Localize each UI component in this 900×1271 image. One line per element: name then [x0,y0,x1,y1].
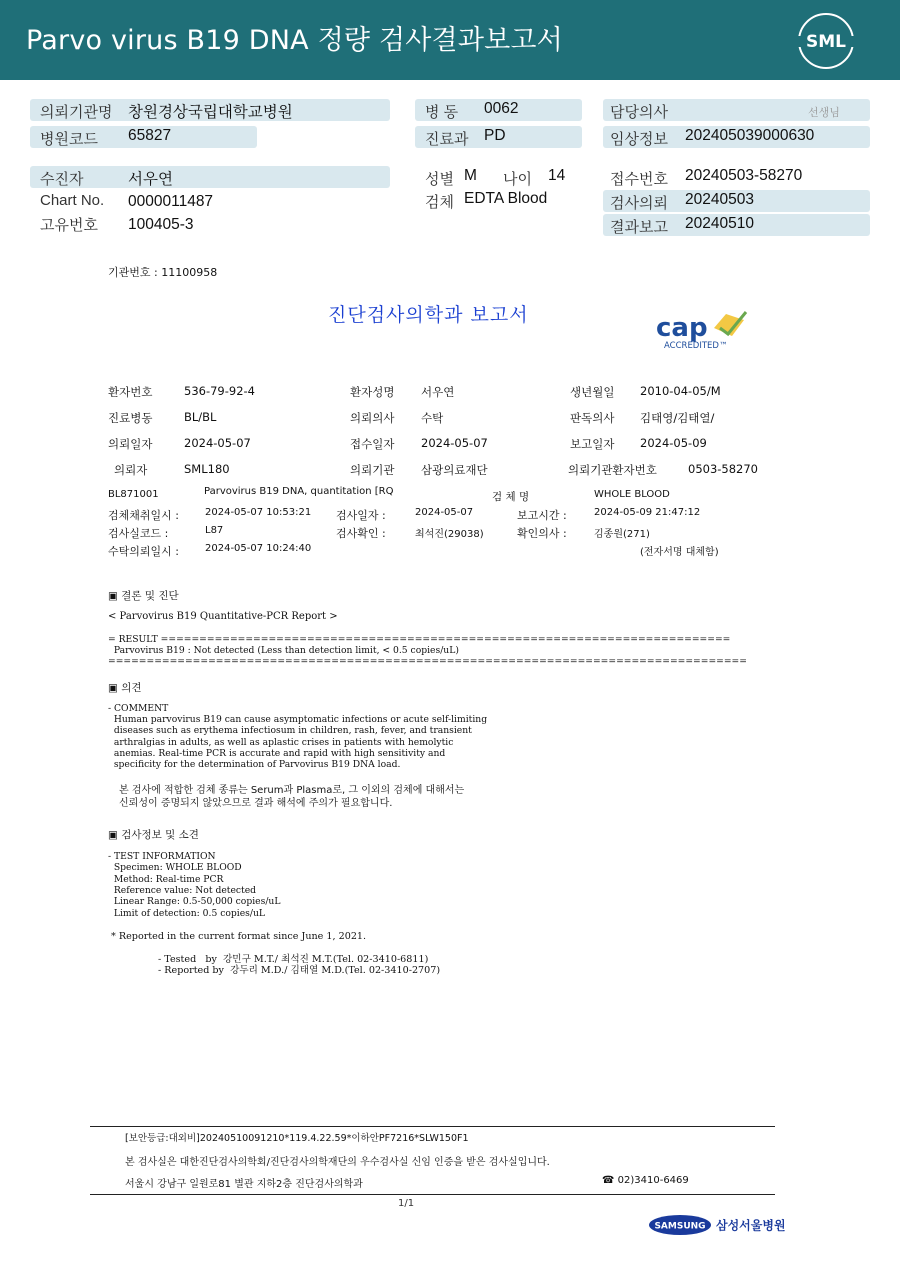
info-line-5: Linear Range: 0.5-50,000 copies/uL [108,896,281,908]
specimen-value: EDTA Blood [464,190,548,207]
page-number: 1/1 [398,1198,415,1209]
birth-value: 2010-04-05/M [640,384,721,398]
phone-line: ☎ 02)3410-6469 [602,1175,689,1186]
lab-code-label: 검사실코드 : [108,527,169,540]
opinion-heading: ▣ 의견 [108,682,142,694]
receipt-value: 20240503-58270 [685,167,803,184]
patient-no-value: 536-79-92-4 [184,384,255,398]
samsung-hospital-name: 삼성서울병원 [716,1218,786,1233]
requester-label: 의뢰자 [114,463,148,477]
hospital-code-label: 병원코드 [40,131,98,148]
info-line-4: Reference value: Not detected [108,884,257,896]
reading-doctor-label: 판독의사 [570,411,615,425]
comment-line-4: anemias. Real-time PCR is accurate and rapid with high sensitivity and [108,747,446,759]
clinical-value: 202405039000630 [685,127,815,144]
footer-divider-top [90,1126,775,1127]
comment-line-2: diseases such as erythema infectiosum in children, rash, fever, and transient [108,725,472,737]
result-rule-top: = RESULT ========================================================================== [108,634,731,645]
lab-code-value: L87 [205,525,224,536]
report-date-value: 2024-05-09 [640,436,707,450]
org-patient-no-label: 의뢰기관환자번호 [568,463,657,477]
ward-row-label: 진료병동 [108,411,153,425]
info-line-3: Method: Real-time PCR [108,873,224,885]
req-date-value: 2024-05-07 [184,436,251,450]
conclusion-heading: ▣ 결론 및 진단 [108,590,179,602]
tested-by: - Tested by 강민구 M.T./ 최석진 M.T.(Tel. 02-3410-6811) [158,954,429,965]
e-signature-note: (전자서명 대체함) [640,547,719,558]
test-date-label: 검사일자 : [336,509,386,522]
test-confirm-value: 최석진(29038) [415,529,484,540]
report-title: Parvo virus B19 DNA 정량 검사결과보고서 [26,25,563,56]
req-date-label: 의뢰일자 [108,437,153,451]
requester-value: SML180 [184,462,230,476]
ward-value: 0062 [484,100,519,117]
test-code: BL871001 [108,489,159,500]
comment-line-1: Human parvovirus B19 can cause asymptomatic infections or acute self-limiting [108,714,488,725]
confirm-doctor-label: 확인의사 : [517,527,567,540]
sex-label: 성별 [425,171,454,188]
unique-value: 100405-3 [128,216,194,233]
address-line: 서울시 강남구 일원로81 별관 지하2층 진단검사의학과 [125,1179,363,1190]
clinical-label: 임상정보 [610,131,668,148]
test-name: Parvovirus B19 DNA, quantitation [RQ [204,486,394,497]
unique-label: 고유번호 [40,217,98,234]
req-org-label: 의뢰기관 [350,463,395,477]
req-doctor-value: 수탁 [421,411,444,425]
reported-note: * Reported in the current format since June 1, 2021. [108,931,367,942]
sml-logo-icon [797,12,855,70]
consign-time-value: 2024-05-07 10:24:40 [205,543,312,554]
samsung-badge-text: SAMSUNG [654,1221,706,1232]
comment-line-5: specificity for the determination of Parvovirus B19 DNA load. [108,759,401,771]
specimen-label: 검체 [425,194,454,211]
comment-korean-2: 신뢰성이 증명되지 않았으므로 결과 해석에 주의가 필요합니다. [119,798,393,809]
institution-label: 의뢰기관명 [40,104,113,121]
patient-name-label: 환자성명 [350,385,395,399]
req-org-value: 삼광의료재단 [421,463,488,477]
confirm-doctor-value: 김종원(271) [594,529,650,540]
test-confirm-label: 검사확인 : [336,527,386,540]
samsung-hospital-logo [648,1213,786,1237]
receipt-date-value: 2024-05-07 [421,436,488,450]
reported-by: - Reported by 강두리 M.D./ 김태열 M.D.(Tel. 02-3410-2707) [158,965,441,976]
info-line-2: Specimen: WHOLE BLOOD [108,862,242,874]
request-label: 검사의뢰 [610,195,668,212]
req-doctor-label: 의뢰의사 [350,411,395,425]
receipt-date-label: 접수일자 [350,437,395,451]
comment-korean-1: 본 검사에 적합한 검체 종류는 Serum과 Plasma로, 그 이외의 검체에 대해서는 [119,785,465,796]
result-date-label: 결과보고 [610,219,668,236]
org-patient-no-value: 0503-58270 [688,462,758,476]
collect-time-value: 2024-05-07 10:53:21 [205,507,312,518]
info-line-1: - TEST INFORMATION [108,851,216,862]
report-subtitle: < Parvovirus B19 Quantitative-PCR Report > [108,611,338,622]
lab-report-title: 진단검사의학과 보고서 [328,304,529,326]
collect-time-label: 검체채취일시 : [108,509,179,522]
report-date-label: 보고일자 [570,437,615,451]
chart-value: 0000011487 [128,193,214,210]
doctor-label: 담당의사 [610,104,668,121]
result-line: Parvovirus B19 : Not detected (Less than detection limit, < 0.5 copies/uL) [108,645,459,656]
sml-logo-text: SML [806,32,846,52]
ward-label: 병 동 [425,104,459,121]
consign-time-label: 수탁의뢰일시 : [108,545,179,558]
result-rule-bottom: =================================================================================== [108,656,747,667]
doctor-value: 선생님 [808,107,840,119]
test-date-value: 2024-05-07 [415,507,474,518]
ward-row-value: BL/BL [184,410,217,424]
cap-logo-text: cap [656,313,708,343]
request-value: 20240503 [685,191,754,208]
birth-label: 생년월일 [570,385,615,399]
comment-head: - COMMENT [108,703,169,714]
patient-value: 서우연 [128,171,173,188]
dept-label: 진료과 [425,131,469,148]
footer-divider-bottom [90,1194,775,1195]
patient-name-value: 서우연 [421,385,455,399]
report-time-label: 보고시간 : [517,509,567,522]
patient-bar [30,166,390,188]
certification-line: 본 검사실은 대한진단검사의학회/진단검사의학재단의 우수검사실 신임 인증을 받은 검사실입니다. [125,1157,550,1168]
age-label: 나이 [503,171,532,188]
org-number: 기관번호 : 11100958 [108,266,218,279]
chart-label: Chart No. [40,192,105,209]
reading-doctor-value: 김태영/김태열/ [640,411,715,425]
report-time-value: 2024-05-09 21:47:12 [594,507,701,518]
result-date-value: 20240510 [685,215,754,232]
patient-no-label: 환자번호 [108,385,153,399]
specimen-name-value: WHOLE BLOOD [594,489,670,500]
comment-line-3: arthralgias in adults, as well as aplastic crises in patients with hemolytic [108,736,454,748]
report-header [0,0,900,80]
dept-value: PD [484,127,506,144]
age-value: 14 [548,167,566,184]
hospital-code-value: 65827 [128,127,172,144]
cap-logo-subtext: ACCREDITED™ [664,341,728,351]
specimen-name-label: 검 체 명 [492,491,530,503]
institution-value: 창원경상국립대학교병원 [128,104,293,121]
patient-label: 수진자 [40,171,84,188]
sex-value: M [464,167,477,184]
samsung-logo-icon [648,1213,786,1237]
receipt-label: 접수번호 [610,171,668,188]
cap-accredited-logo-icon [652,306,756,352]
test-info-heading: ▣ 검사정보 및 소견 [108,829,199,841]
info-line-6: Limit of detection: 0.5 copies/uL [108,907,265,919]
security-line: [보안등급:대외비]20240510091210*119.4.22.59*이하안PF7216*SLW150F1 [125,1133,469,1144]
